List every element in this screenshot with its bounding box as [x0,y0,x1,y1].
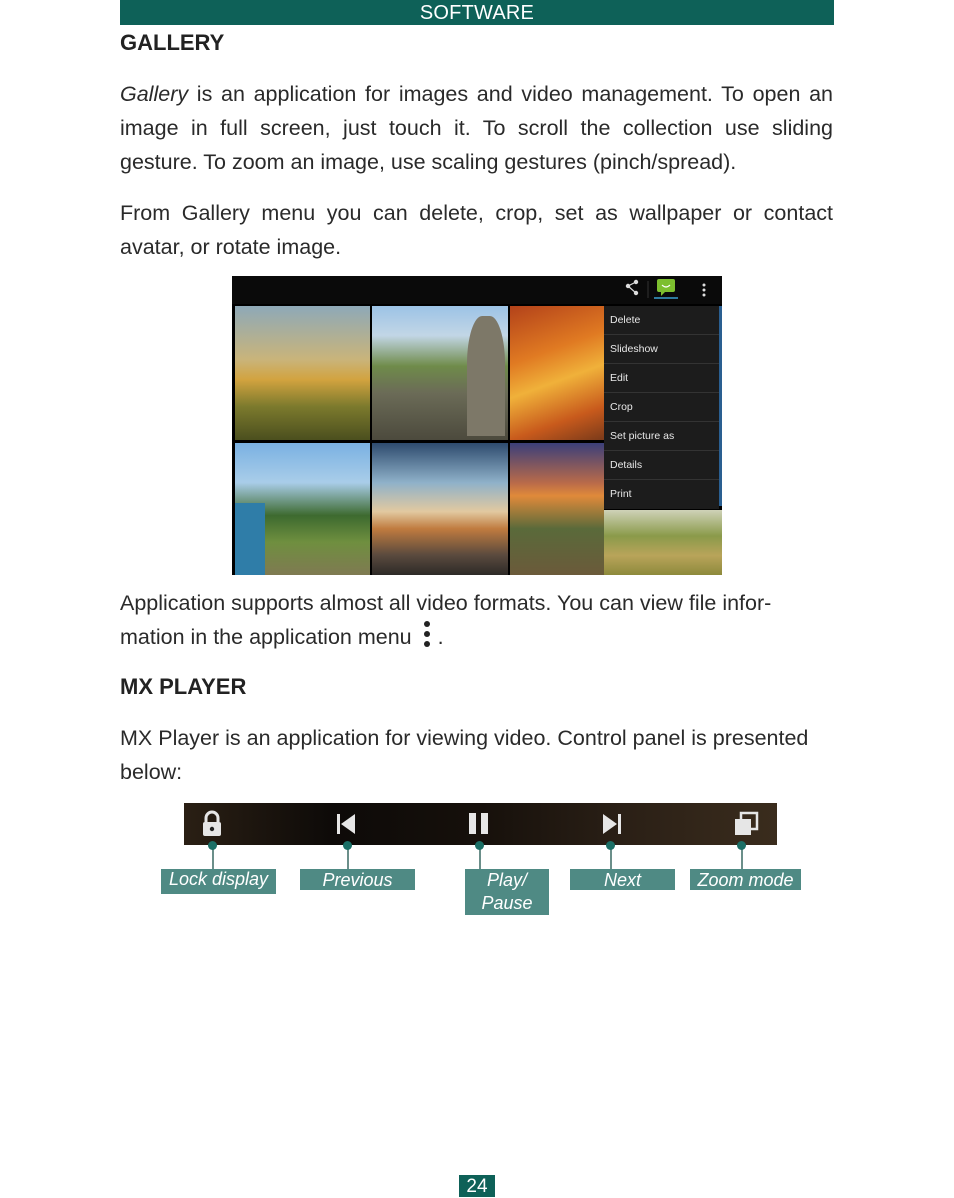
mx-player-paragraph: MX Player is an application for viewing video. Control panel is presented below: [120,726,809,784]
play-pause-label [465,869,549,915]
overflow-menu-icon [416,620,438,650]
menu-item-slideshow[interactable]: Slideshow [604,335,719,364]
connector-dot [737,841,746,850]
gallery-paragraph-2: From Gallery menu you can delete, crop, set as wallpaper or contact avatar, or rotate image. [120,201,833,259]
gallery-thumbnail[interactable] [372,306,508,440]
gallery-paragraph-3-end: . [437,625,444,649]
menu-item-print[interactable]: Print [610,488,632,500]
mx-player-heading: MX PLAYER [120,674,247,699]
gallery-thumbnail-edge [719,306,722,506]
next-icon[interactable] [597,809,627,839]
previous-label: Previous [300,869,415,890]
gallery-action-icons [604,276,722,304]
lock-icon[interactable] [197,809,227,839]
play-pause-label-line-2: Pause [481,893,533,913]
menu-item-details[interactable]: Details [604,451,719,480]
gallery-screenshot [232,276,722,575]
zoom-mode-icon[interactable] [731,809,761,839]
gallery-thumbnail[interactable] [235,443,370,575]
gallery-paragraph-1 [120,77,833,179]
overflow-menu-icon[interactable] [703,284,706,297]
section-header: SOFTWARE [120,0,834,25]
gallery-paragraph-3-line-1: Application supports almost all video formats. You can view file infor- [120,591,772,615]
menu-item-edit[interactable]: Edit [604,364,719,393]
connector-dot [606,841,615,850]
connector-dot [343,841,352,850]
gallery-paragraph-3-line-2 [120,620,833,654]
zoom-mode-label: Zoom mode [690,869,801,890]
gallery-thumbnail[interactable] [510,443,604,575]
gallery-paragraph-1-text: is an application for images and video management. To open an image in full screen, just touch it. To scroll the collection use sliding gesture. To zoom an image, use scaling gestures (pinch/spread). [120,82,833,174]
pause-icon[interactable] [464,809,494,839]
gallery-context-menu [604,306,719,509]
gallery-thumbnail[interactable] [604,510,722,575]
play-pause-label-line-1: Play/ [486,870,528,890]
next-label: Next [570,869,675,890]
menu-item-set-picture-as[interactable]: Set picture as [604,422,719,451]
mx-control-panel [184,803,777,845]
gallery-paragraph-3-text: mation in the application menu [120,625,412,649]
gallery-heading: GALLERY [120,30,225,55]
menu-item-crop[interactable]: Crop [604,393,719,422]
previous-icon[interactable] [331,809,361,839]
page-number: 24 [459,1175,495,1197]
connector-dot [208,841,217,850]
menu-item-delete[interactable]: Delete [604,306,719,335]
gallery-app-name: Gallery [120,82,189,106]
gallery-thumbnail[interactable] [510,306,604,440]
gallery-thumbnail[interactable] [235,306,370,440]
lock-display-label: Lock display [161,869,276,894]
gallery-thumbnail[interactable] [372,443,508,575]
connector-dot [475,841,484,850]
